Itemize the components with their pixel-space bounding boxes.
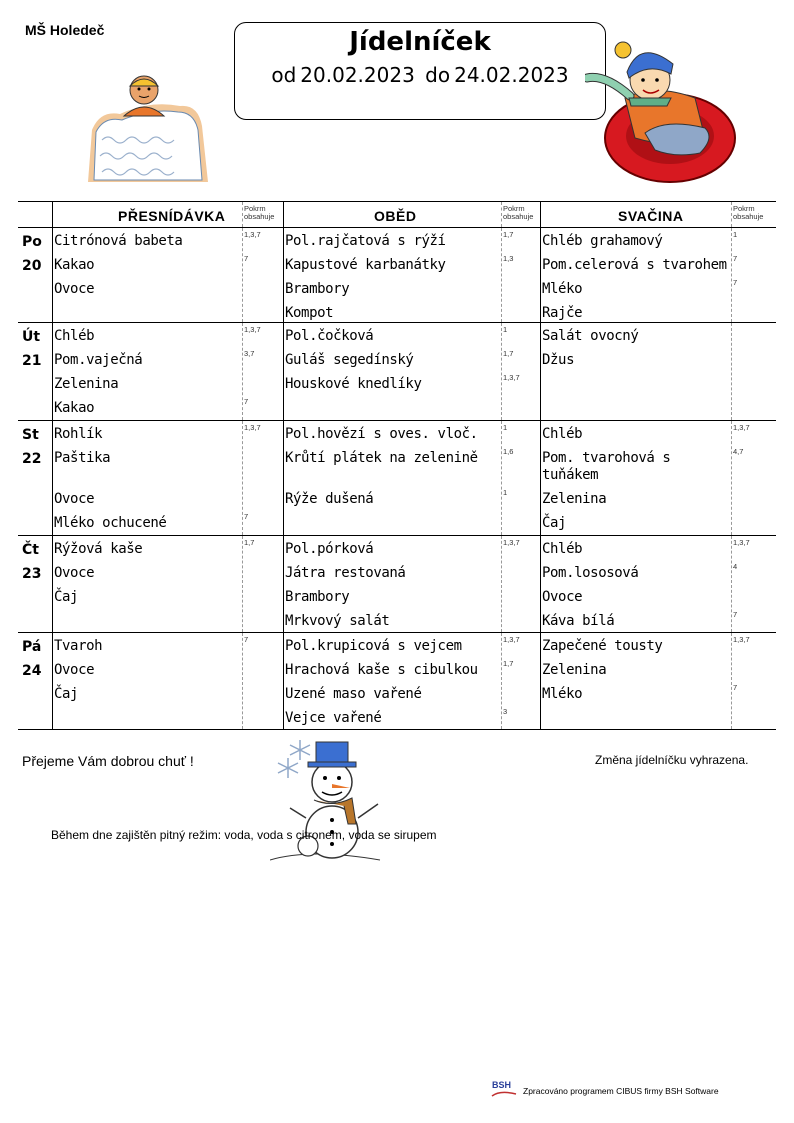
day-number: 22 xyxy=(22,451,42,467)
allergen-code: 1,7 xyxy=(503,230,514,239)
snack-item: Ovoce xyxy=(542,589,583,605)
page-title: Jídelníček xyxy=(349,27,491,57)
period-to-label: do xyxy=(425,63,451,87)
allergen-code: 1,3,7 xyxy=(244,423,261,432)
day-number: 21 xyxy=(22,353,42,369)
allergen-code: 1,3,7 xyxy=(503,635,520,644)
snack-item: Zelenina xyxy=(542,662,607,678)
lunch-item: Pol.pórková xyxy=(285,541,374,557)
breakfast-item: Chléb xyxy=(54,328,95,344)
breakfast-item: Ovoce xyxy=(54,491,95,507)
lunch-item: Rýže dušená xyxy=(285,491,374,507)
allergen-header: Pokrm obsahuje xyxy=(244,204,275,221)
allergen-code: 7 xyxy=(733,683,738,692)
lunch-item: Kompot xyxy=(285,305,334,321)
snowflake-icon xyxy=(278,740,310,778)
svg-text:BSH: BSH xyxy=(492,1080,512,1090)
bsh-logo xyxy=(490,1078,518,1100)
allergen-code: 1,3,7 xyxy=(733,635,750,644)
lunch-item: Vejce vařené xyxy=(285,710,382,726)
allergen-code: 1,3,7 xyxy=(244,230,261,239)
school-name: MŠ Holedeč xyxy=(25,22,105,38)
day-row xyxy=(18,421,776,536)
footer-drinking-regime: Během dne zajištěn pitný režim: voda, voda s citronem, voda se sirupem xyxy=(51,828,437,842)
day-number: 24 xyxy=(22,663,42,679)
igloo-child-clipart xyxy=(80,70,215,188)
allergen-code: 7 xyxy=(244,254,249,263)
breakfast-item: Ovoce xyxy=(54,281,95,297)
allergen-code: 1,3,7 xyxy=(244,325,261,334)
day-row xyxy=(18,633,776,730)
breakfast-item: Citrónová babeta xyxy=(54,233,183,249)
snack-item: Pom.celerová s tvarohem xyxy=(542,257,727,273)
snack-item: Pom.lososová xyxy=(542,565,639,581)
snack-item: Čaj xyxy=(542,515,567,531)
breakfast-item: Kakao xyxy=(54,400,95,416)
lunch-item: Pol.krupicová s vejcem xyxy=(285,638,462,654)
snack-item: Pom. tvarohová s tuňákem xyxy=(542,450,671,483)
day-row xyxy=(18,228,776,323)
allergen-code: 3,7 xyxy=(244,349,255,358)
breakfast-item: Pom.vaječná xyxy=(54,352,143,368)
allergen-code: 1,6 xyxy=(503,447,514,456)
snack-item: Káva bílá xyxy=(542,613,615,629)
period-from: 20.02.2023 xyxy=(300,63,415,87)
day-number: 20 xyxy=(22,258,42,274)
snack-item: Chléb xyxy=(542,541,583,557)
allergen-code: 1,3,7 xyxy=(503,538,520,547)
day-name: Po xyxy=(22,234,42,250)
allergen-code: 1,3 xyxy=(503,254,514,263)
allergen-code: 1,7 xyxy=(503,659,514,668)
allergen-code: 1,3,7 xyxy=(733,423,750,432)
snack-item: Mléko xyxy=(542,686,583,702)
lunch-item: Krůtí plátek na zelenině xyxy=(285,450,478,466)
snack-item: Rajče xyxy=(542,305,583,321)
header-lunch: OBĚD xyxy=(374,208,417,224)
allergen-code: 1 xyxy=(503,423,508,432)
allergen-code: 1 xyxy=(503,325,508,334)
header-snack: SVAČINA xyxy=(618,208,684,224)
breakfast-item: Ovoce xyxy=(54,662,95,678)
period-from-label: od xyxy=(271,63,297,87)
lunch-item: Brambory xyxy=(285,589,350,605)
breakfast-item: Čaj xyxy=(54,589,79,605)
allergen-header: Pokrm obsahuje xyxy=(733,204,764,221)
allergen-code: 1,3,7 xyxy=(733,538,750,547)
lunch-item: Pol.čočková xyxy=(285,328,374,344)
lunch-item: Játra restovaná xyxy=(285,565,406,581)
snack-item: Džus xyxy=(542,352,575,368)
footer-change-notice: Změna jídelníčku vyhrazena. xyxy=(595,753,749,767)
allergen-code: 7 xyxy=(733,610,738,619)
breakfast-item: Mléko ochucené xyxy=(54,515,167,531)
allergen-code: 1 xyxy=(733,230,738,239)
day-name: Pá xyxy=(22,639,42,655)
snack-item: Salát ovocný xyxy=(542,328,639,344)
breakfast-item: Rýžová kaše xyxy=(54,541,143,557)
snack-item: Zelenina xyxy=(542,491,607,507)
credit-text: Zpracováno programem CIBUS firmy BSH Software xyxy=(523,1086,719,1096)
footer-wish: Přejeme Vám dobrou chuť ! xyxy=(22,753,194,769)
lunch-item: Kapustové karbanátky xyxy=(285,257,446,273)
allergen-code: 4,7 xyxy=(733,447,744,456)
lunch-item: Houskové knedlíky xyxy=(285,376,422,392)
breakfast-item: Paštika xyxy=(54,450,111,466)
day-name: Čt xyxy=(22,542,39,558)
allergen-code: 1,7 xyxy=(503,349,514,358)
allergen-code: 1 xyxy=(503,488,508,497)
allergen-code: 7 xyxy=(244,635,249,644)
snack-item: Chléb grahamový xyxy=(542,233,663,249)
lunch-item: Guláš segedínský xyxy=(285,352,414,368)
allergen-code: 7 xyxy=(733,254,738,263)
day-number: 23 xyxy=(22,566,42,582)
breakfast-item: Kakao xyxy=(54,257,95,273)
day-row xyxy=(18,536,776,633)
breakfast-item: Zelenina xyxy=(54,376,119,392)
snowman-clipart xyxy=(270,738,385,863)
snack-item: Mléko xyxy=(542,281,583,297)
allergen-code: 4 xyxy=(733,562,738,571)
header-breakfast: PŘESNÍDÁVKA xyxy=(118,208,226,224)
day-name: St xyxy=(22,427,39,443)
breakfast-item: Rohlík xyxy=(54,426,103,442)
allergen-code: 1,3,7 xyxy=(503,373,520,382)
snack-item: Zapečené tousty xyxy=(542,638,663,654)
snack-item: Chléb xyxy=(542,426,583,442)
breakfast-item: Ovoce xyxy=(54,565,95,581)
breakfast-item: Tvaroh xyxy=(54,638,103,654)
allergen-code: 7 xyxy=(733,278,738,287)
period-to: 24.02.2023 xyxy=(454,63,569,87)
menu-period xyxy=(235,63,605,87)
lunch-item: Hrachová kaše s cibulkou xyxy=(285,662,478,678)
lunch-item: Pol.hovězí s oves. vloč. xyxy=(285,426,478,442)
day-name: Út xyxy=(22,329,41,345)
title-box xyxy=(234,22,606,120)
allergen-code: 7 xyxy=(244,512,249,521)
lunch-item: Mrkvový salát xyxy=(285,613,390,629)
sled-child-clipart xyxy=(585,38,740,188)
lunch-item: Brambory xyxy=(285,281,350,297)
allergen-code: 3 xyxy=(503,707,508,716)
allergen-code: 7 xyxy=(244,397,249,406)
menu-table xyxy=(18,201,776,730)
allergen-header: Pokrm obsahuje xyxy=(503,204,534,221)
table-header-row xyxy=(18,201,776,228)
allergen-code: 1,7 xyxy=(244,538,255,547)
lunch-item: Pol.rajčatová s rýží xyxy=(285,233,446,249)
day-row xyxy=(18,323,776,421)
lunch-item: Uzené maso vařené xyxy=(285,686,422,702)
breakfast-item: Čaj xyxy=(54,686,79,702)
